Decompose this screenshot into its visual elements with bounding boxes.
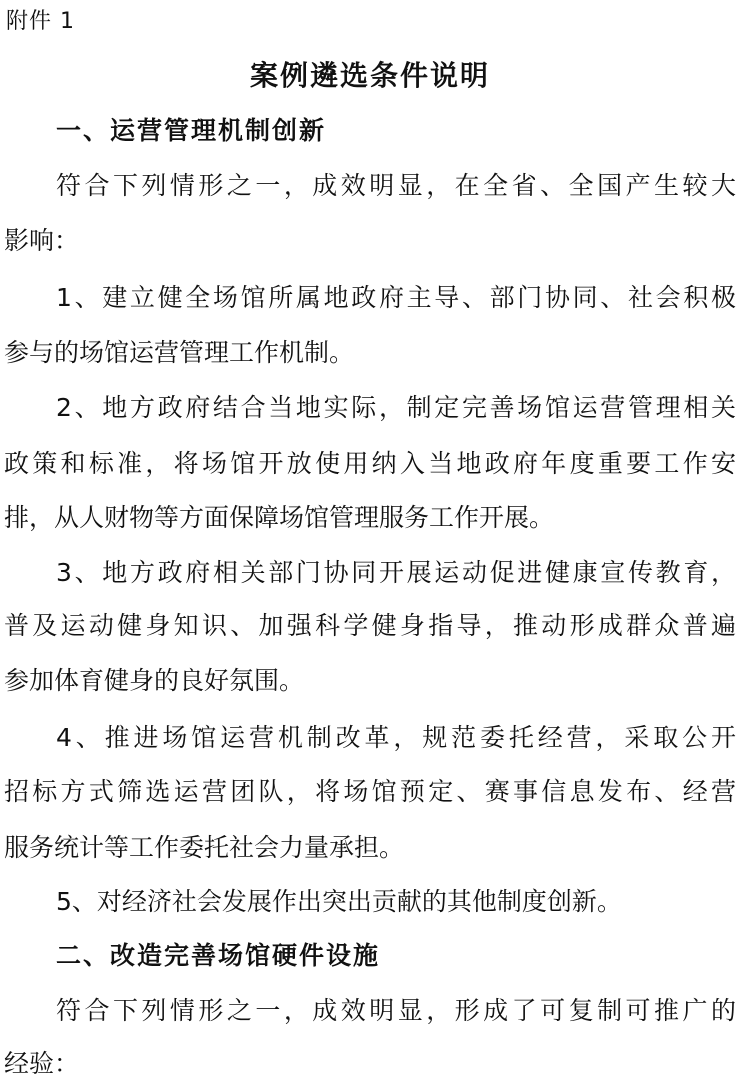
attachment-label: 附件 1 [6, 9, 75, 34]
document-title: 案例遴选条件说明 [249, 59, 490, 92]
item4-line3: 服务统计等工作委托社会力量承担。 [4, 833, 405, 862]
section2-intro-line1: 符合下列情形之一，成效明显，形成了可复制可推广的 [56, 996, 736, 1025]
item3-line3: 参加体育健身的良好氛围。 [4, 666, 305, 695]
item1-line2: 参与的场馆运营管理工作机制。 [4, 338, 355, 367]
item5-line1: 5、对经济社会发展作出突出贡献的其他制度创新。 [56, 887, 622, 916]
item4-line2: 招标方式筛选运营团队，将场馆预定、赛事信息发布、经营 [4, 777, 736, 806]
item2-line3: 排，从人财物等方面保障场馆管理服务工作开展。 [4, 503, 555, 532]
section2-heading: 二、改造完善场馆硬件设施 [56, 941, 381, 970]
section2-intro-line2: 经验： [4, 1049, 80, 1078]
item1-line1: 1、建立健全场馆所属地政府主导、部门协同、社会积极 [56, 283, 736, 312]
section1-heading: 一、运营管理机制创新 [56, 116, 327, 145]
item4-line1: 4、推进场馆运营机制改革，规范委托经营，采取公开 [56, 723, 736, 752]
item3-line1: 3、地方政府相关部门协同开展运动促进健康宣传教育， [56, 558, 736, 587]
item2-line2: 政策和标准，将场馆开放使用纳入当地政府年度重要工作安 [4, 449, 736, 478]
item2-line1: 2、地方政府结合当地实际，制定完善场馆运营管理相关 [56, 393, 736, 422]
section1-intro-line2: 影响： [4, 226, 80, 255]
item3-line2: 普及运动健身知识、加强科学健身指导，推动形成群众普遍 [4, 611, 736, 640]
section1-intro-line1: 符合下列情形之一，成效明显，在全省、全国产生较大 [56, 171, 736, 200]
